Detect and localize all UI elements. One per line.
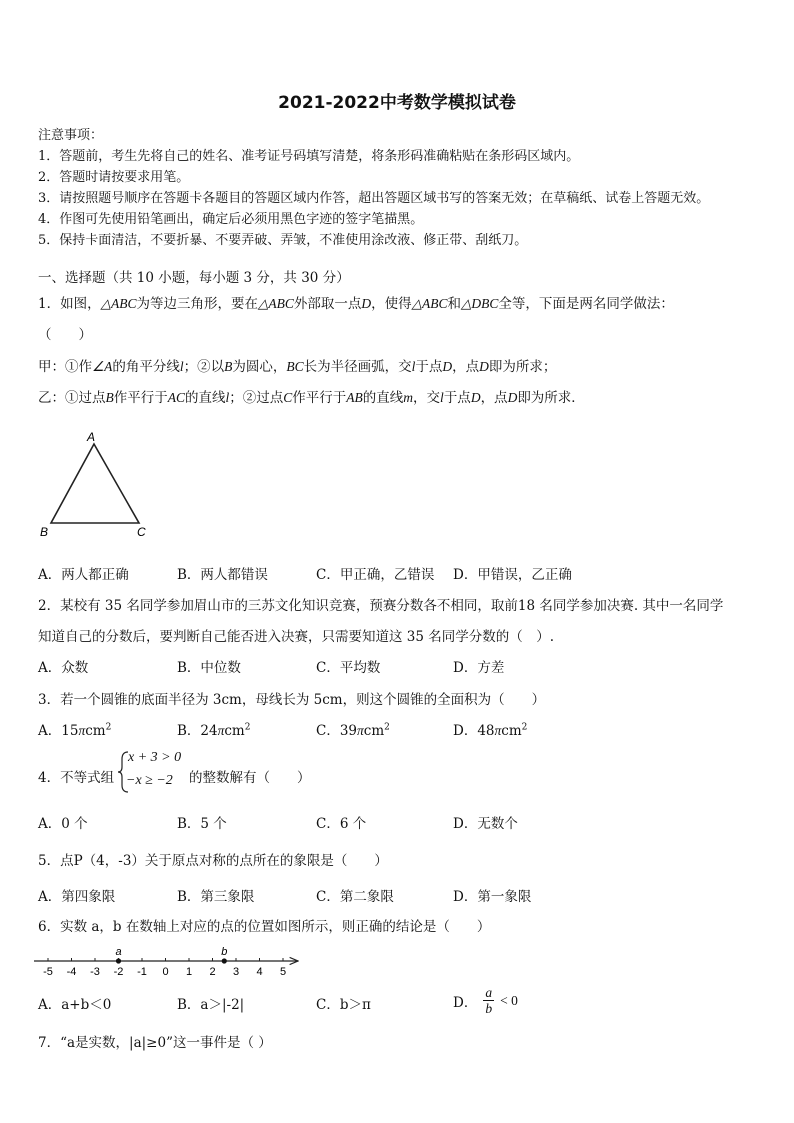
q2-option-d: D．方差 — [453, 660, 505, 676]
number-line-point-b — [222, 958, 227, 963]
q2-option-b: B．中位数 — [177, 660, 241, 676]
note-item: 1．答题前，考生先将自己的姓名、准考证号码填写清楚，将条形码准确粘贴在条形码区域内。 — [38, 149, 580, 164]
number-line — [30, 940, 305, 980]
q1-option-b: B．两人都错误 — [177, 567, 268, 583]
number-line-point-a — [116, 958, 121, 963]
fraction-a-over-b: $\frac{a}{b}$ — [485, 985, 493, 1016]
q6-stem: 6．实数 a，b 在数轴上对应的点的位置如图所示，则正确的结论是（ ） — [38, 919, 491, 935]
q4-option-b: B．5 个 — [177, 816, 227, 832]
number-line-tick-label: 2 — [209, 966, 216, 978]
q1-option-d: D．甲错误，乙正确 — [453, 567, 572, 583]
number-line-tick-label: -1 — [137, 966, 147, 978]
q1-method-yi: 乙：①过点B作平行于AC的直线l；②过点C作平行于AB的直线m，交l于点D，点D即为所求． — [38, 390, 585, 406]
q4-option-d: D．无数个 — [453, 816, 518, 832]
q4-stem-post: 的整数解有（ ） — [189, 770, 311, 786]
q1-stem: 1．如图，△ABC为等边三角形，要在△ABC外部取一点D，使得△ABC和△DBC全等，下面是两名同学做法： — [38, 296, 674, 312]
q1-answer-paren: （ ） — [38, 327, 92, 343]
q6-option-a: A．a+b＜0 — [38, 997, 112, 1013]
number-line-tick-label: -3 — [90, 966, 100, 978]
q1-option-a: A．两人都正确 — [38, 567, 129, 583]
q5-option-b: B．第三象限 — [177, 889, 255, 905]
inequality-2: −x ≥ −2 — [126, 773, 173, 788]
q5-option-c: C．第二象限 — [316, 889, 394, 905]
number-line-tick-label: 1 — [185, 966, 193, 978]
q5-option-a: A．第四象限 — [38, 889, 116, 905]
page-title: 2021-2022中考数学模拟试卷 — [278, 93, 516, 113]
q1-method-jia: 甲：①作∠A的角平分线l；②以B为圆心，BC长为半径画弧，交l于点D，点D即为所求； — [38, 359, 557, 375]
triangle-abc — [51, 444, 139, 523]
q4-option-c: C．6 个 — [316, 816, 367, 832]
section-heading: 一、选择题（共 10 小题，每小题 3 分，共 30 分） — [38, 270, 350, 286]
q6-option-b: B．a＞|-2| — [177, 997, 245, 1013]
note-item: 2．答题时请按要求用笔。 — [38, 170, 190, 185]
q3-option-a: A．15πcm$^2$ — [38, 722, 112, 739]
q3-stem: 3．若一个圆锥的底面半径为 3cm，母线长为 5cm，则这个圆锥的全面积为（ ） — [38, 692, 546, 708]
note-item: 3．请按照题号顺序在答题卡各题目的答题区域内作答，超出答题区域书写的答案无效；在草稿纸、试卷上答题无效。 — [38, 191, 710, 206]
note-item: 4．作图可先使用铅笔画出，确定后必须用黑色字迹的签字笔描黑。 — [38, 212, 424, 227]
number-line-tick-label: 0 — [162, 966, 169, 978]
q2-stem-line1: 2．某校有 35 名同学参加眉山市的三苏文化知识竞赛，预赛分数各不相同，取前18 名同学参加决赛. 其中一名同学 — [38, 598, 724, 614]
q6-option-c: C．b＞π — [316, 997, 371, 1013]
vertex-label-c: C — [137, 525, 146, 539]
q3-option-c: C．39πcm$^2$ — [316, 722, 390, 739]
q3-option-d: D．48πcm$^2$ — [453, 722, 528, 739]
q5-option-d: D．第一象限 — [453, 889, 532, 905]
q2-option-c: C．平均数 — [316, 660, 381, 676]
triangle-figure — [36, 428, 156, 540]
inequality-1: x + 3 > 0 — [128, 750, 182, 765]
number-line-tick-label: 3 — [232, 966, 240, 978]
q7-stem: 7．“a是实数，|a|≥0”这一事件是（ ） — [38, 1035, 272, 1051]
number-line-tick-label: 5 — [279, 966, 287, 978]
q2-option-a: A．众数 — [38, 660, 89, 676]
q5-stem: 5．点P（4，-3）关于原点对称的点所在的象限是（ ） — [38, 853, 388, 869]
q2-stem-line2: 知道自己的分数后，要判断自己能否进入决赛，只需要知道这 35 名同学分数的（ ）. — [38, 629, 555, 645]
q1-option-c: C．甲正确，乙错误 — [316, 567, 435, 583]
number-line-point-label: b — [221, 946, 228, 958]
vertex-label-b: B — [40, 525, 49, 539]
q4-stem-pre: 4．不等式组 — [38, 770, 115, 786]
vertex-label-a: A — [87, 430, 96, 444]
note-item: 5．保持卡面清洁，不要折暴、不要弄破、弄皱，不准使用涂改液、修正带、刮纸刀。 — [38, 233, 528, 248]
q6-option-d: D． $\frac{a}{b}$ < 0 — [453, 985, 518, 1016]
q3-option-b: B．24πcm$^2$ — [177, 722, 251, 739]
number-line-tick-label: -4 — [66, 966, 77, 978]
number-line-tick-label: 4 — [256, 966, 263, 978]
notes-heading: 注意事项： — [38, 128, 104, 143]
number-line-tick-label: -2 — [113, 966, 124, 978]
number-line-point-label: a — [115, 946, 122, 958]
q4-option-a: A．0 个 — [38, 816, 88, 832]
number-line-tick-label: -5 — [43, 966, 53, 978]
